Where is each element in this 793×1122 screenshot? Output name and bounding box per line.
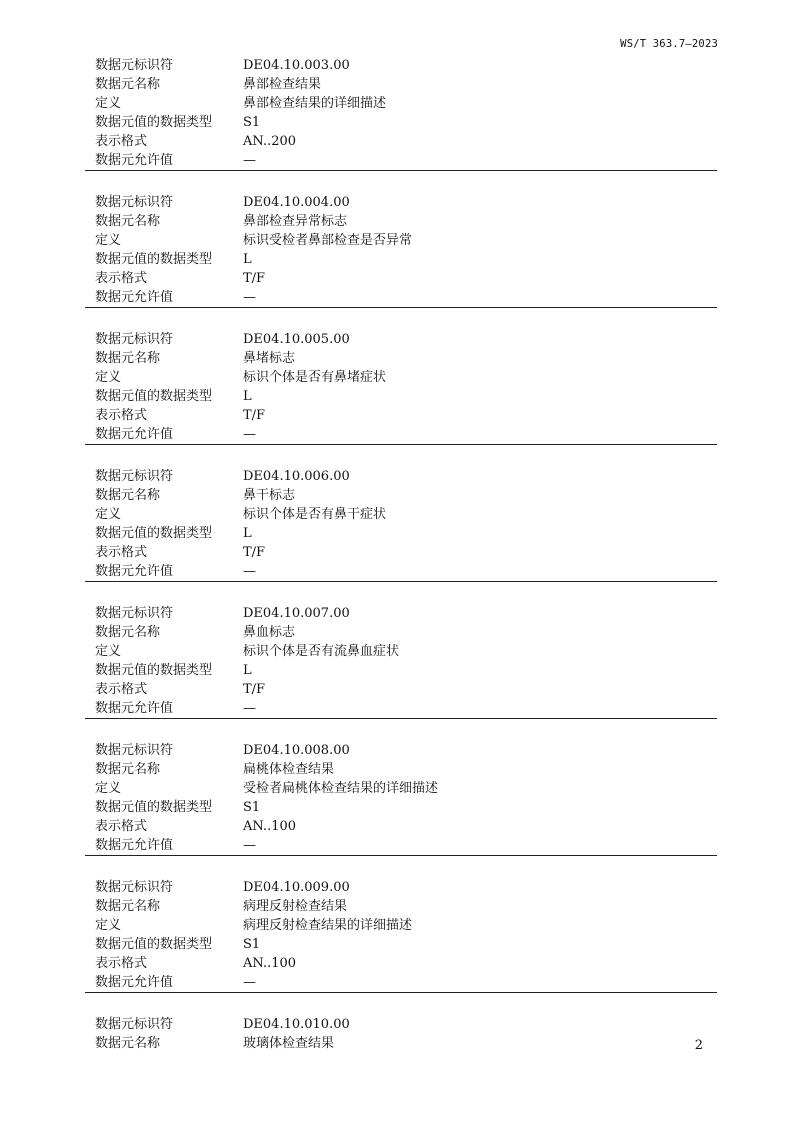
definition-value: 鼻部检查结果的详细描述 xyxy=(243,96,387,111)
allowed-value: — xyxy=(243,427,256,442)
format-label: 表示格式 xyxy=(95,545,148,560)
identifier-label: 数据元标识符 xyxy=(95,195,174,210)
allowed-row xyxy=(85,973,717,992)
data-element-block xyxy=(85,329,717,445)
format-value: T/F xyxy=(243,271,266,286)
name-value: 鼻血标志 xyxy=(243,625,296,640)
allowed-row xyxy=(85,288,717,307)
format-row xyxy=(85,680,717,699)
format-value: AN..100 xyxy=(243,819,297,834)
datatype-row xyxy=(85,935,717,954)
name-row xyxy=(85,212,717,231)
identifier-label: 数据元标识符 xyxy=(95,58,174,73)
definition-row xyxy=(85,779,717,798)
datatype-label: 数据元值的数据类型 xyxy=(95,800,213,815)
allowed-row xyxy=(85,425,717,444)
definition-row xyxy=(85,368,717,387)
name-row xyxy=(85,897,717,916)
datatype-row xyxy=(85,798,717,817)
definition-row xyxy=(85,916,717,935)
identifier-value: DE04.10.005.00 xyxy=(243,332,350,347)
data-element-block xyxy=(85,740,717,856)
name-label: 数据元名称 xyxy=(95,625,161,640)
format-label: 表示格式 xyxy=(95,956,148,971)
definition-value: 标识个体是否有流鼻血症状 xyxy=(243,644,400,659)
allowed-label: 数据元允许值 xyxy=(95,427,174,442)
identifier-row xyxy=(85,604,717,623)
definition-value: 标识个体是否有鼻干症状 xyxy=(243,507,387,522)
allowed-value: — xyxy=(243,838,256,853)
format-label: 表示格式 xyxy=(95,682,148,697)
allowed-row xyxy=(85,151,717,170)
definition-value: 标识受检者鼻部检查是否异常 xyxy=(243,233,413,248)
name-row xyxy=(85,1034,717,1053)
definition-label: 定义 xyxy=(95,233,122,248)
allowed-label: 数据元允许值 xyxy=(95,153,174,168)
identifier-label: 数据元标识符 xyxy=(95,743,174,758)
name-label: 数据元名称 xyxy=(95,899,161,914)
data-element-block xyxy=(85,603,717,719)
name-value: 鼻堵标志 xyxy=(243,351,296,366)
definition-row xyxy=(85,94,717,113)
allowed-value: — xyxy=(243,701,256,716)
page-number: 2 xyxy=(694,1038,703,1053)
format-row xyxy=(85,269,717,288)
datatype-value: L xyxy=(243,389,252,404)
data-element-list xyxy=(85,55,717,1053)
datatype-label: 数据元值的数据类型 xyxy=(95,252,213,267)
allowed-label: 数据元允许值 xyxy=(95,701,174,716)
datatype-label: 数据元值的数据类型 xyxy=(95,115,213,130)
name-label: 数据元名称 xyxy=(95,351,161,366)
name-label: 数据元名称 xyxy=(95,1036,161,1051)
identifier-value: DE04.10.006.00 xyxy=(243,469,350,484)
allowed-value: — xyxy=(243,564,256,579)
datatype-row xyxy=(85,113,717,132)
datatype-row xyxy=(85,250,717,269)
name-row xyxy=(85,623,717,642)
allowed-label: 数据元允许值 xyxy=(95,975,174,990)
definition-label: 定义 xyxy=(95,918,122,933)
definition-value: 标识个体是否有鼻堵症状 xyxy=(243,370,387,385)
identifier-value: DE04.10.003.00 xyxy=(243,58,350,73)
identifier-value: DE04.10.009.00 xyxy=(243,880,350,895)
data-element-block xyxy=(85,1014,717,1053)
datatype-row xyxy=(85,387,717,406)
definition-value: 病理反射检查结果的详细描述 xyxy=(243,918,413,933)
name-row xyxy=(85,486,717,505)
definition-row xyxy=(85,642,717,661)
name-value: 玻璃体检查结果 xyxy=(243,1036,335,1051)
datatype-value: S1 xyxy=(243,937,261,952)
datatype-value: S1 xyxy=(243,800,261,815)
data-element-block xyxy=(85,877,717,993)
allowed-label: 数据元允许值 xyxy=(95,564,174,579)
data-element-block xyxy=(85,466,717,582)
identifier-label: 数据元标识符 xyxy=(95,469,174,484)
definition-label: 定义 xyxy=(95,507,122,522)
definition-value: 受检者扁桃体检查结果的详细描述 xyxy=(243,781,439,796)
format-label: 表示格式 xyxy=(95,408,148,423)
identifier-label: 数据元标识符 xyxy=(95,332,174,347)
identifier-row xyxy=(85,56,717,75)
identifier-row xyxy=(85,467,717,486)
name-label: 数据元名称 xyxy=(95,214,161,229)
allowed-value: — xyxy=(243,975,256,990)
name-value: 扁桃体检查结果 xyxy=(243,762,335,777)
datatype-row xyxy=(85,524,717,543)
name-label: 数据元名称 xyxy=(95,488,161,503)
definition-label: 定义 xyxy=(95,781,122,796)
format-row xyxy=(85,543,717,562)
name-row xyxy=(85,75,717,94)
identifier-row xyxy=(85,1015,717,1034)
datatype-value: S1 xyxy=(243,115,261,130)
definition-label: 定义 xyxy=(95,96,122,111)
allowed-row xyxy=(85,836,717,855)
identifier-row xyxy=(85,330,717,349)
datatype-value: L xyxy=(243,526,252,541)
format-value: T/F xyxy=(243,545,266,560)
name-row xyxy=(85,760,717,779)
identifier-label: 数据元标识符 xyxy=(95,880,174,895)
name-value: 鼻部检查异常标志 xyxy=(243,214,348,229)
data-element-block xyxy=(85,55,717,171)
format-label: 表示格式 xyxy=(95,134,148,149)
datatype-value: L xyxy=(243,252,252,267)
definition-label: 定义 xyxy=(95,644,122,659)
identifier-value: DE04.10.010.00 xyxy=(243,1017,350,1032)
datatype-label: 数据元值的数据类型 xyxy=(95,526,213,541)
identifier-value: DE04.10.004.00 xyxy=(243,195,350,210)
definition-row xyxy=(85,231,717,250)
name-label: 数据元名称 xyxy=(95,762,161,777)
name-value: 鼻部检查结果 xyxy=(243,77,322,92)
allowed-row xyxy=(85,562,717,581)
allowed-row xyxy=(85,699,717,718)
definition-row xyxy=(85,505,717,524)
name-value: 鼻干标志 xyxy=(243,488,296,503)
definition-label: 定义 xyxy=(95,370,122,385)
format-row xyxy=(85,954,717,973)
name-value: 病理反射检查结果 xyxy=(243,899,348,914)
format-value: T/F xyxy=(243,408,266,423)
identifier-row xyxy=(85,741,717,760)
format-label: 表示格式 xyxy=(95,271,148,286)
identifier-row xyxy=(85,878,717,897)
format-value: AN..200 xyxy=(243,134,297,149)
allowed-value: — xyxy=(243,153,256,168)
datatype-value: L xyxy=(243,663,252,678)
document-number: WS/T 363.7—2023 xyxy=(620,38,718,50)
name-row xyxy=(85,349,717,368)
format-value: AN..100 xyxy=(243,956,297,971)
format-row xyxy=(85,817,717,836)
format-row xyxy=(85,132,717,151)
identifier-value: DE04.10.008.00 xyxy=(243,743,350,758)
allowed-label: 数据元允许值 xyxy=(95,290,174,305)
name-label: 数据元名称 xyxy=(95,77,161,92)
datatype-row xyxy=(85,661,717,680)
format-value: T/F xyxy=(243,682,266,697)
allowed-label: 数据元允许值 xyxy=(95,838,174,853)
identifier-label: 数据元标识符 xyxy=(95,1017,174,1032)
identifier-value: DE04.10.007.00 xyxy=(243,606,350,621)
identifier-row xyxy=(85,193,717,212)
data-element-block xyxy=(85,192,717,308)
allowed-value: — xyxy=(243,290,256,305)
format-label: 表示格式 xyxy=(95,819,148,834)
datatype-label: 数据元值的数据类型 xyxy=(95,663,213,678)
format-row xyxy=(85,406,717,425)
datatype-label: 数据元值的数据类型 xyxy=(95,389,213,404)
identifier-label: 数据元标识符 xyxy=(95,606,174,621)
datatype-label: 数据元值的数据类型 xyxy=(95,937,213,952)
